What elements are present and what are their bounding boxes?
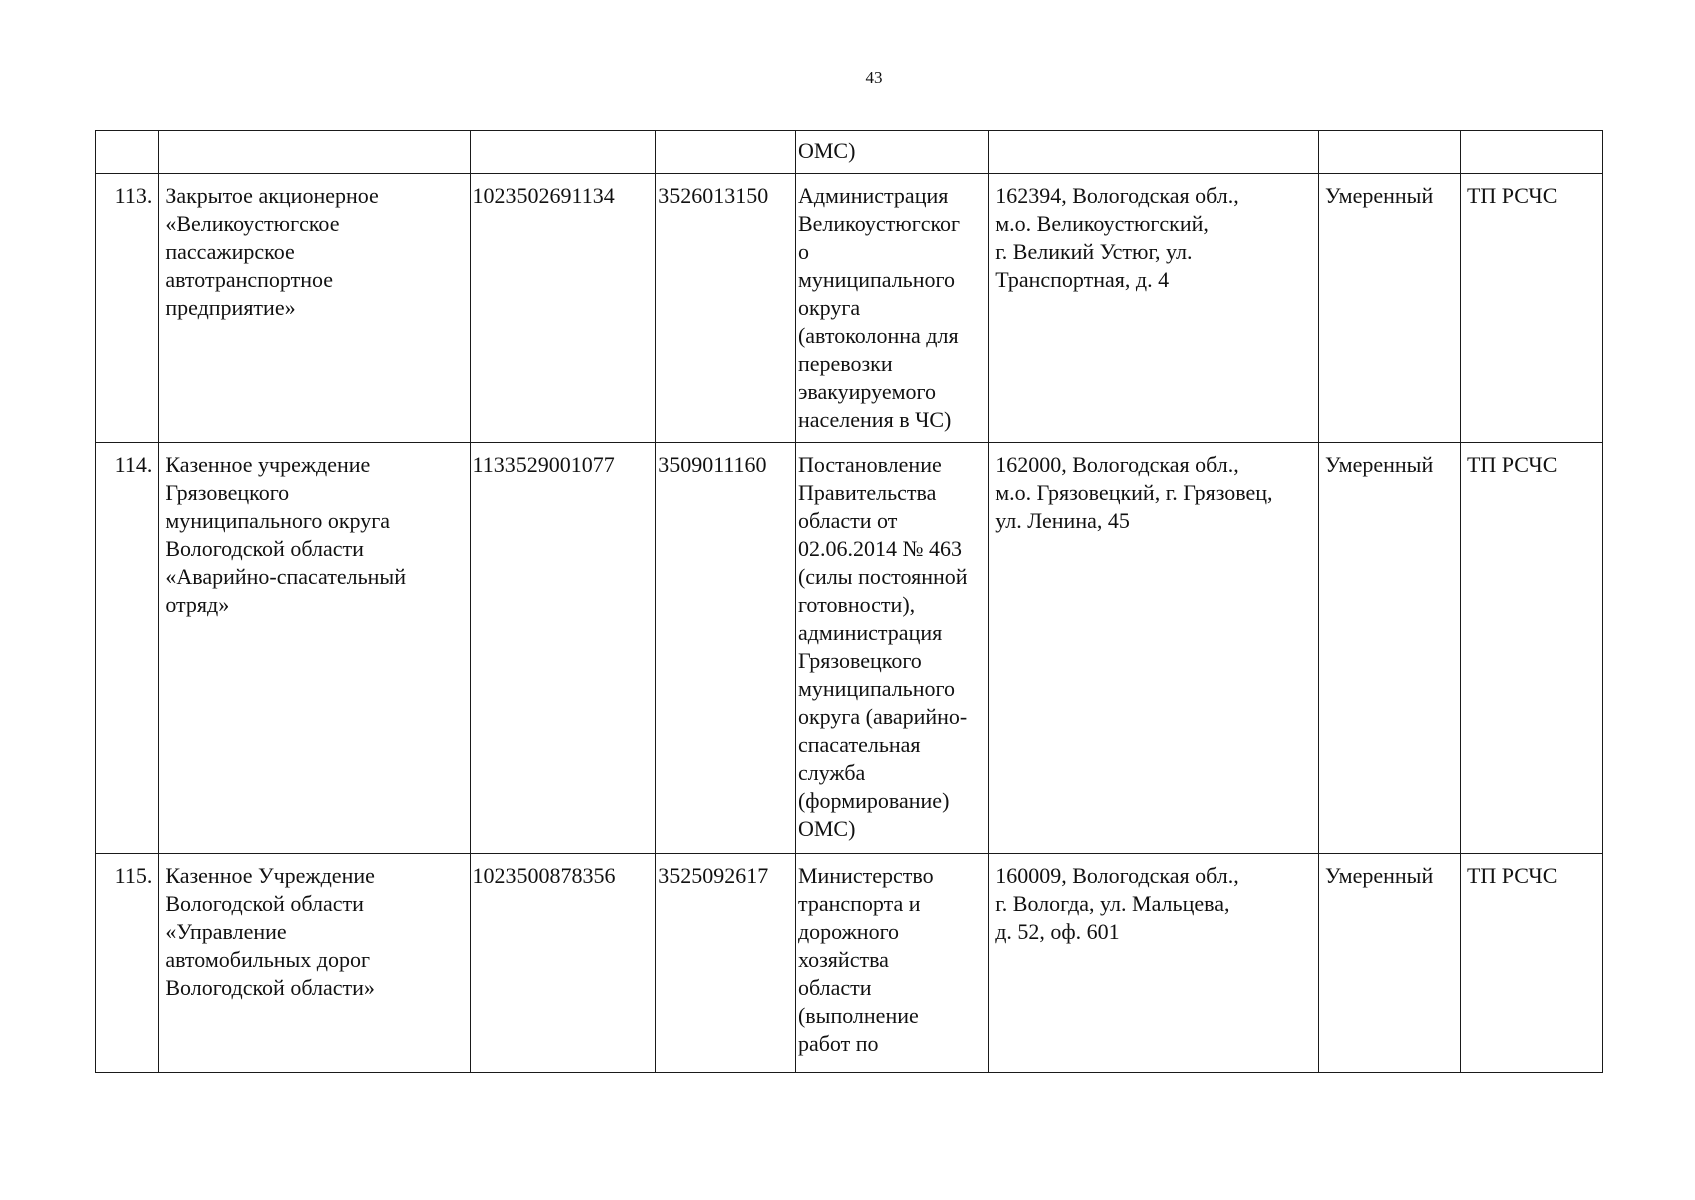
ogrn-value: 1023500878356	[470, 854, 656, 1073]
ogrn-value: 1023502691134	[470, 174, 656, 443]
basis-text: Министерство транспорта и дорожного хозяйства области (выполнение работ по	[797, 863, 934, 1056]
address-cell	[989, 131, 1319, 174]
inn-value: 3526013150	[656, 174, 796, 443]
page-number: 43	[865, 68, 883, 87]
organization-name	[159, 174, 470, 443]
organization-name-text: Закрытое акционерное «Великоустюгское пассажирское автотранспортное предприятие»	[165, 183, 379, 320]
basis-value	[795, 443, 988, 854]
system-cell	[1460, 131, 1602, 174]
address-value	[989, 854, 1319, 1073]
ogrn-cell	[470, 131, 656, 174]
system-value: ТП РСЧС	[1460, 174, 1602, 443]
organization-name-text: Казенное Учреждение Вологодской области «Управление автомобильных дорог Вологодской области»	[165, 863, 375, 1000]
basis-cell	[795, 131, 988, 174]
risk-category-cell	[1319, 131, 1461, 174]
organizations-table	[95, 130, 1603, 1073]
inn-value: 3509011160	[656, 443, 796, 854]
risk-category-value: Умеренный	[1319, 174, 1461, 443]
basis-value	[795, 174, 988, 443]
organization-name	[159, 443, 470, 854]
inn-cell	[656, 131, 796, 174]
risk-category-value: Умеренный	[1319, 854, 1461, 1073]
basis-text: Постановление Правительства области от 02.06.2014 № 463 (силы постоянной готовности), администрация Грязовецкого муниципального округа (аварийно- спасательная служба (формирование) ОМС)	[797, 452, 968, 841]
basis-text: Администрация Великоустюгског о муниципального округа (автоколонна для перевозки эвакуируемого населения в ЧС)	[797, 183, 961, 432]
row-number: 113.	[96, 174, 159, 443]
basis-value	[795, 854, 988, 1073]
address-text: 162000, Вологодская обл., м.о. Грязовецкий, г. Грязовец, ул. Ленина, 45	[995, 452, 1273, 533]
risk-category-value: Умеренный	[1319, 443, 1461, 854]
continuation-row	[96, 131, 1603, 174]
system-value: ТП РСЧС	[1460, 443, 1602, 854]
address-value	[989, 443, 1319, 854]
table-row	[96, 854, 1603, 1073]
system-value: ТП РСЧС	[1460, 854, 1602, 1073]
row-number: 115.	[96, 854, 159, 1073]
address-text: 160009, Вологодская обл., г. Вологда, ул. Мальцева, д. 52, оф. 601	[995, 863, 1239, 944]
address-text: 162394, Вологодская обл., м.о. Великоустюгский, г. Великий Устюг, ул. Транспортная, д. 4	[995, 183, 1239, 292]
basis-text: ОМС)	[797, 138, 856, 163]
inn-value: 3525092617	[656, 854, 796, 1073]
organization-name	[159, 854, 470, 1073]
table-row	[96, 174, 1603, 443]
organization-name-cell	[159, 131, 470, 174]
table-row	[96, 443, 1603, 854]
address-value	[989, 174, 1319, 443]
number-cell	[96, 131, 159, 174]
ogrn-value: 1133529001077	[470, 443, 656, 854]
organization-name-text: Казенное учреждение Грязовецкого муниципального округа Вологодской области «Аварийно-спасательный отряд»	[165, 452, 406, 617]
row-number: 114.	[96, 443, 159, 854]
